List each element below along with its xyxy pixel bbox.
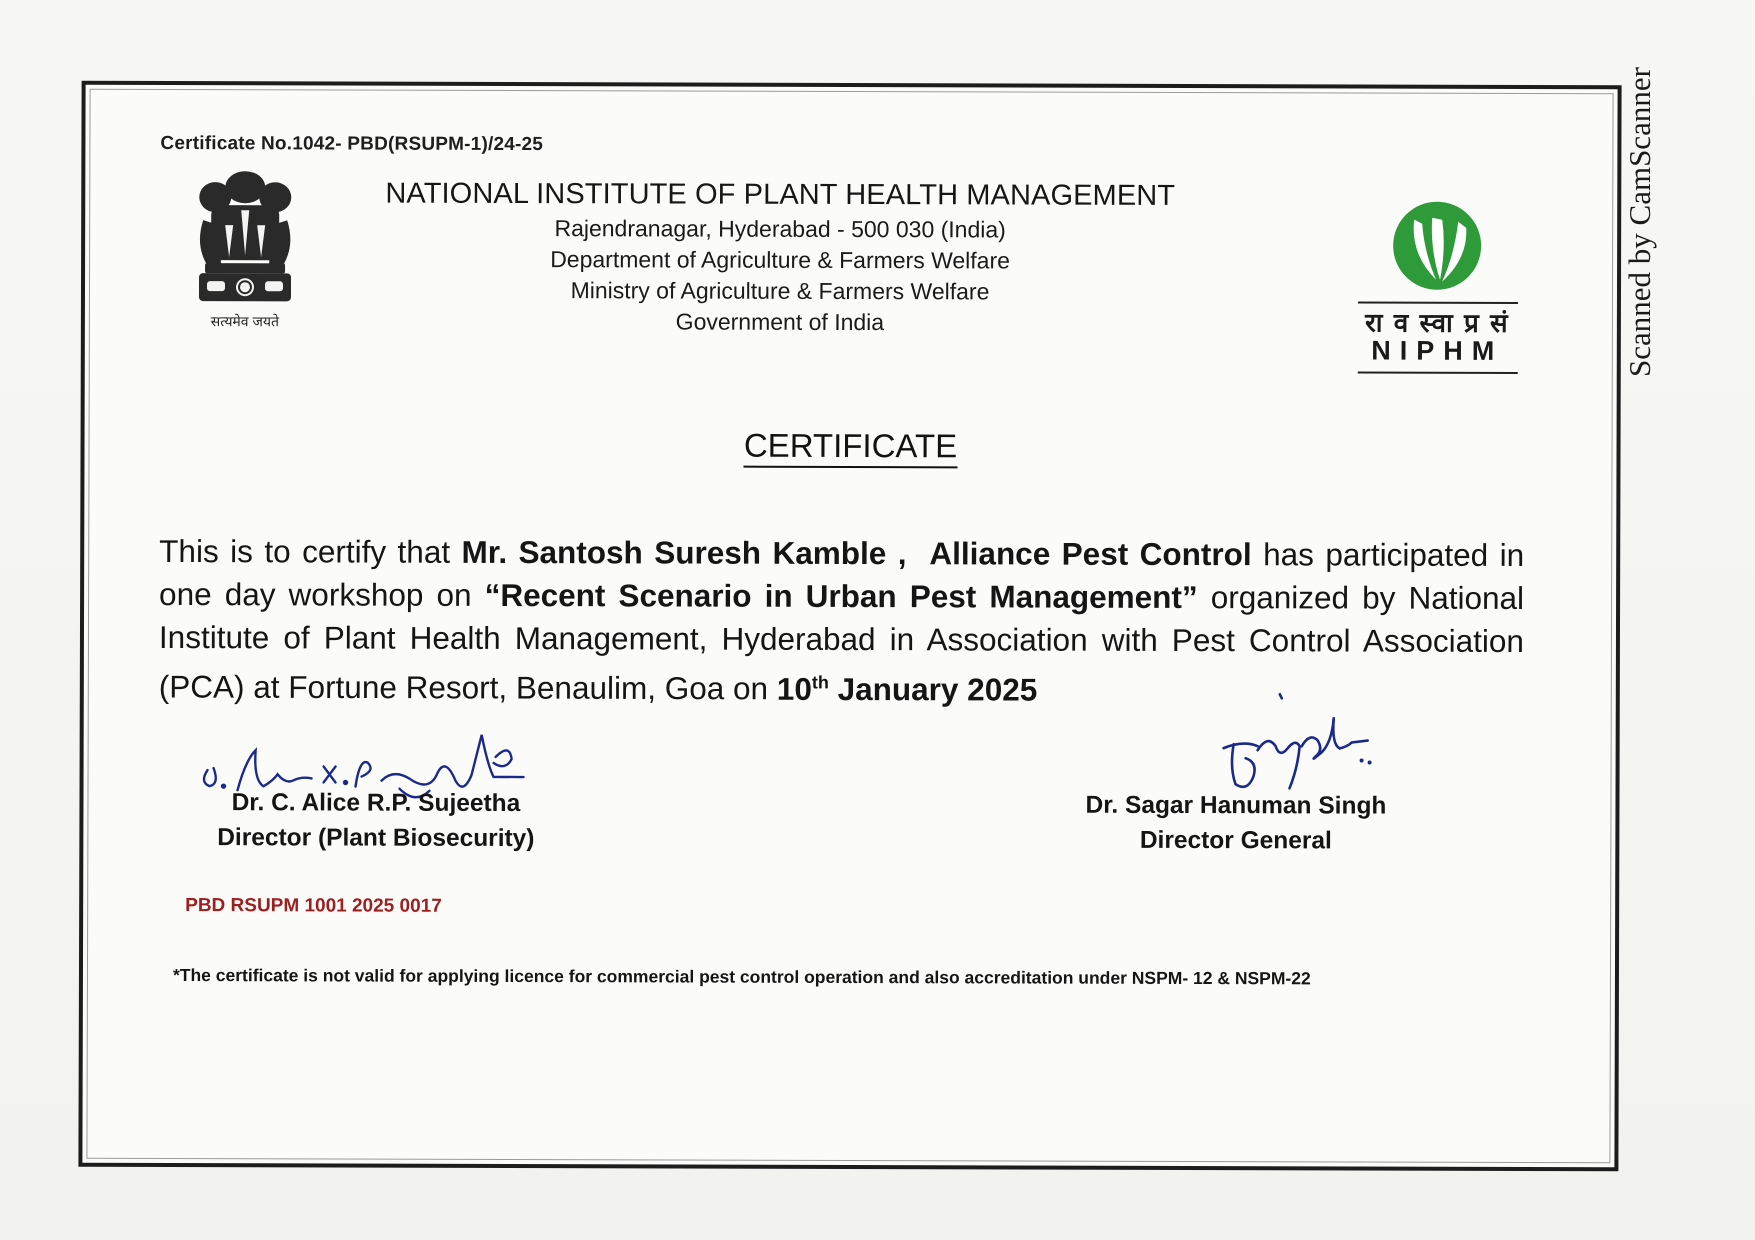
emblem-motto: सत्यमेव जयते xyxy=(210,313,280,330)
date-day: 10 xyxy=(776,670,812,707)
signatory-director xyxy=(203,785,548,856)
signatory-director-general-name: Dr. Sagar Hanuman Singh xyxy=(1085,791,1387,820)
date-suffix: th xyxy=(811,671,829,692)
signatory-director-name: Dr. C. Alice R.P. Sujeetha xyxy=(231,789,521,818)
niphm-english-text: NIPHM xyxy=(1371,335,1504,366)
niphm-hindi-text: रा व स्वा प्र सं xyxy=(1365,307,1510,338)
validity-footnote: *The certificate is not valid for applying licence for commercial pest control operation and also accreditation under NSPM- 12 & NSPM-22 xyxy=(172,964,1311,989)
institute-address: Rajendranagar, Hyderabad - 500 030 (India) xyxy=(554,215,1006,243)
workshop-title: “Recent Scenario in Urban Pest Management” xyxy=(484,576,1198,616)
workshop-date xyxy=(777,670,1038,707)
participant-organization: Alliance Pest Control xyxy=(929,535,1252,573)
certificate-frame xyxy=(78,81,1621,1172)
niphm-leaf-logo-icon xyxy=(1350,183,1525,299)
government-name: Government of India xyxy=(675,308,885,336)
niphm-logo xyxy=(1350,183,1526,384)
scanner-watermark-text: Scanned by CamScanner xyxy=(1622,67,1657,377)
body-intro: This is to certify that xyxy=(159,532,462,570)
ministry-name: Ministry of Agriculture & Farmers Welfare xyxy=(570,277,990,305)
signatory-director-general xyxy=(1068,788,1403,859)
participant-name: Mr. Santosh Suresh Kamble , xyxy=(461,533,907,572)
certificate-heading xyxy=(84,425,1616,468)
logo-rule-bottom xyxy=(1358,372,1518,374)
body-spacer xyxy=(906,535,929,571)
institute-name: NATIONAL INSTITUTE OF PLANT HEALTH MANAGEMENT xyxy=(385,177,1176,212)
national-emblem xyxy=(185,165,306,340)
reference-code: PBD RSUPM 1001 2025 0017 xyxy=(185,895,442,917)
signatory-director-title: Director (Plant Biosecurity) xyxy=(217,824,535,853)
certificate-number: Certificate No.1042- PBD(RSUPM-1)/24-25 xyxy=(160,132,544,156)
certificate-body xyxy=(159,530,1525,713)
date-month-year: January 2025 xyxy=(828,670,1038,708)
national-emblem-icon xyxy=(185,165,305,310)
institute-header xyxy=(370,178,1190,337)
certificate-heading-text: CERTIFICATE xyxy=(744,427,957,469)
body-participated: has participated in one day workshop on xyxy=(159,536,1525,613)
signatory-director-general-title: Director General xyxy=(1139,826,1332,855)
body-organized: organized by National Institute of Plant Health Management, Hyderabad in Association with Pest Control Association (PCA) at Fortune Resort, Benaulim, Goa on xyxy=(158,579,1525,707)
department-name: Department of Agriculture & Farmers Welfare xyxy=(550,246,1010,274)
